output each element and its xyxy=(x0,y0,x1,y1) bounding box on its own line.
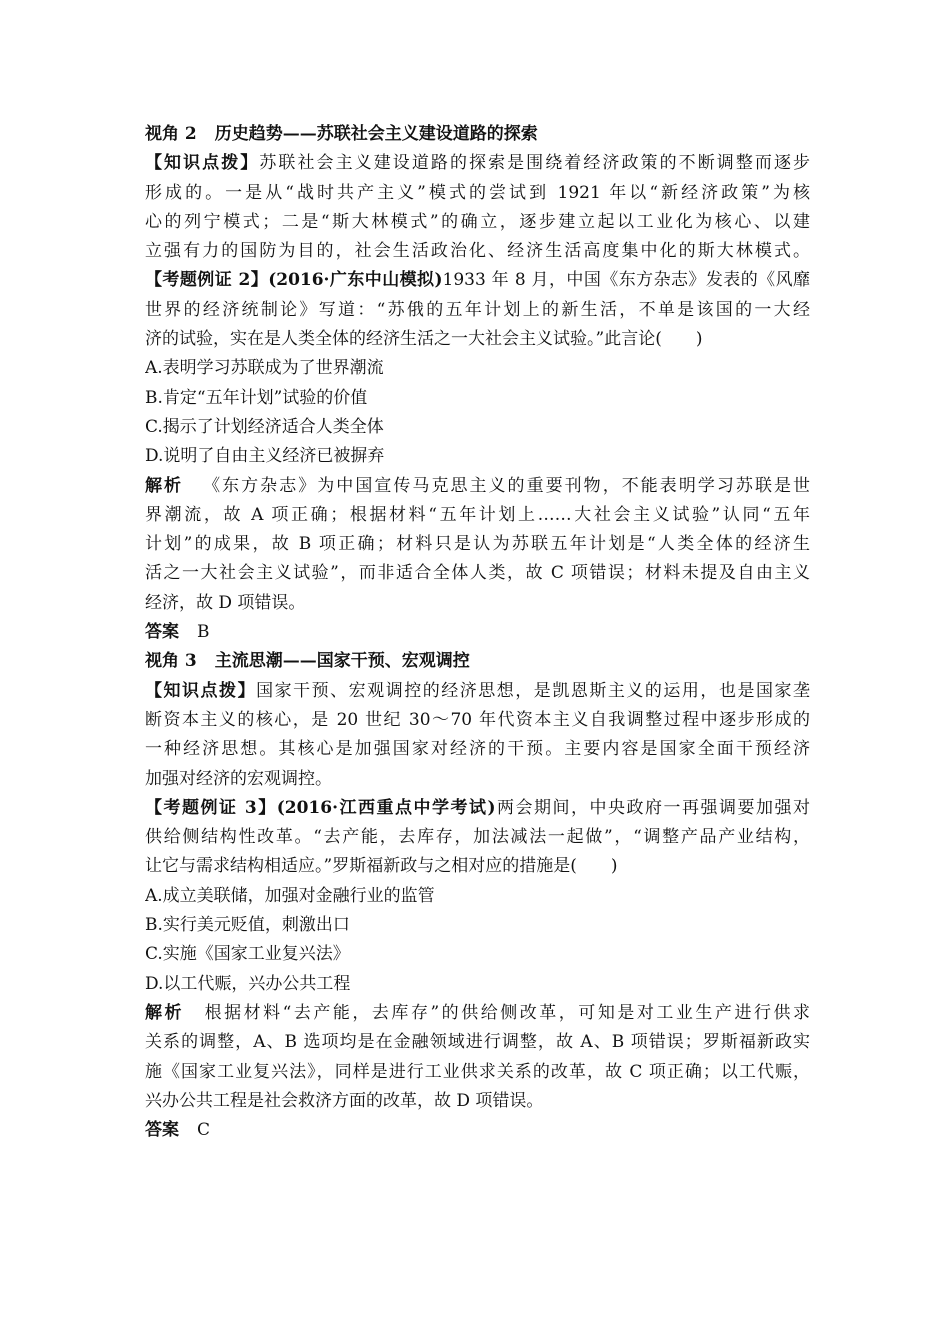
view3-option-a: A.成立美联储，加强对金融行业的监管 xyxy=(145,885,435,906)
view2-answer-label: 答案 xyxy=(145,622,179,643)
view2-option-a: A.表明学习苏联成为了世界潮流 xyxy=(145,358,384,379)
view2-answer-value: B xyxy=(197,622,210,643)
view3-answer xyxy=(145,1116,810,1145)
view2-knowledge-label: 【知识点拨】 xyxy=(145,153,260,174)
view2-analysis-line-3: 计划”的成果，故 B 项正确；材料只是认为苏联五年计划是“人类全体的经济生 xyxy=(145,534,810,555)
view3-option-d: D.以工代赈，兴办公共工程 xyxy=(145,973,351,994)
view3-analysis-line-3: 施《国家工业复兴法》，同样是进行工业供求关系的改革，故 C 项正确；以工代赈， xyxy=(145,1061,810,1082)
view3-example-label: 【考题例证 3】 xyxy=(145,797,277,818)
view2-example-line-3: 济的试验，实在是人类全体的经济生活之一大社会主义试验。”此言论( ) xyxy=(145,329,703,350)
view2-knowledge-line-2: 形成的。一是从“战时共产主义”模式的尝试到 1921 年以“新经济政策”为核 xyxy=(145,182,810,203)
view2-analysis-line-1: 解析 《东方杂志》为中国宣传马克思主义的重要刊物，不能表明学习苏联是世 xyxy=(145,475,810,496)
view2-analysis-line-5: 经济，故 D 项错误。 xyxy=(145,592,306,613)
document-content xyxy=(145,120,810,1145)
view2-option-d: D.说明了自由主义经济已被摒弃 xyxy=(145,446,385,467)
view3-knowledge-line-2: 断资本主义的核心，是 20 世纪 30～70 年代资本主义自我调整过程中逐步形成的 xyxy=(145,709,810,730)
view2-example-line-2: 世界的经济统制论》写道：“苏俄的五年计划上的新生活，不单是该国的一大经 xyxy=(145,299,810,320)
view2-example-line-1: 【考题例证 2】(2016·广东中山模拟)1933 年 8 月，中国《东方杂志》发表的《风靡 xyxy=(145,270,810,291)
view2-knowledge-line-1: 【知识点拨】苏联社会主义建设道路的探索是围绕着经济政策的不断调整而逐步 xyxy=(145,153,810,174)
view3-heading-number: 视角 3 xyxy=(145,651,197,672)
view3-analysis-line-2: 关系的调整，A、B 选项均是在金融领域进行调整，故 A、B 项错误；罗斯福新政实 xyxy=(145,1032,810,1053)
view3-answer-label: 答案 xyxy=(145,1120,179,1141)
view2-example-source: (2016·广东中山模拟) xyxy=(268,270,443,291)
view2-analysis-line-4: 活之一大社会主义试验”，而非适合全体人类，故 C 项错误；材料未提及自由主义 xyxy=(145,563,810,584)
view2-example-label: 【考题例证 2】 xyxy=(145,270,269,291)
view3-analysis-label: 解析 xyxy=(145,1002,185,1023)
view3-heading xyxy=(145,647,810,676)
view2-knowledge-line-3: 心的列宁模式；二是“斯大林模式”的确立，逐步建立起以工业化为核心、以建 xyxy=(145,211,810,232)
view3-example-source: (2016·江西重点中学考试) xyxy=(276,797,496,818)
view3-knowledge-label: 【知识点拨】 xyxy=(145,680,257,701)
view2-heading-number: 视角 2 xyxy=(145,124,197,144)
view3-knowledge-line-1: 【知识点拨】国家干预、宏观调控的经济思想，是凯恩斯主义的运用，也是国家垄 xyxy=(145,680,810,701)
view3-example-line-3: 让它与需求结构相适应。”罗斯福新政与之相对应的措施是( ) xyxy=(145,856,618,877)
view3-knowledge-line-4: 加强对经济的宏观调控。 xyxy=(145,768,332,789)
view3-heading-title: 主流思潮——国家干预、宏观调控 xyxy=(214,651,470,672)
view2-analysis-line-2: 界潮流，故 A 项正确；根据材料“五年计划上……大社会主义试验”认同“五年 xyxy=(145,504,810,525)
view3-knowledge-line-3: 一种经济思想。其核心是加强国家对经济的干预。主要内容是国家全面干预经济 xyxy=(145,739,810,760)
view2-heading xyxy=(145,120,810,149)
view3-option-b: B.实行美元贬值，刺激出口 xyxy=(145,915,350,936)
view2-heading-title: 历史趋势——苏联社会主义建设道路的探索 xyxy=(214,124,538,144)
view2-answer xyxy=(145,618,810,647)
view2-knowledge-line-4: 立强有力的国防为目的，社会生活政治化、经济生活高度集中化的斯大林模式。 xyxy=(145,241,810,262)
view2-option-b: B.肯定“五年计划”试验的价值 xyxy=(145,387,368,408)
view3-option-c: C.实施《国家工业复兴法》 xyxy=(145,944,350,965)
view3-answer-value: C xyxy=(197,1120,211,1141)
view3-example-line-1: 【考题例证 3】(2016·江西重点中学考试)两会期间，中央政府一再强调要加强对 xyxy=(145,797,810,818)
view3-analysis-line-1: 解析 根据材料“去产能，去库存”的供给侧改革，可知是对工业生产进行供求 xyxy=(145,1002,810,1023)
view3-analysis-line-4: 兴办公共工程是社会救济方面的改革，故 D 项错误。 xyxy=(145,1090,544,1111)
view2-analysis-label: 解析 xyxy=(145,475,184,496)
view2-option-c: C.揭示了计划经济适合人类全体 xyxy=(145,416,384,437)
view3-example-line-2: 供给侧结构性改革。“去产能，去库存，加法减法一起做”，“调整产品产业结构， xyxy=(145,827,810,848)
